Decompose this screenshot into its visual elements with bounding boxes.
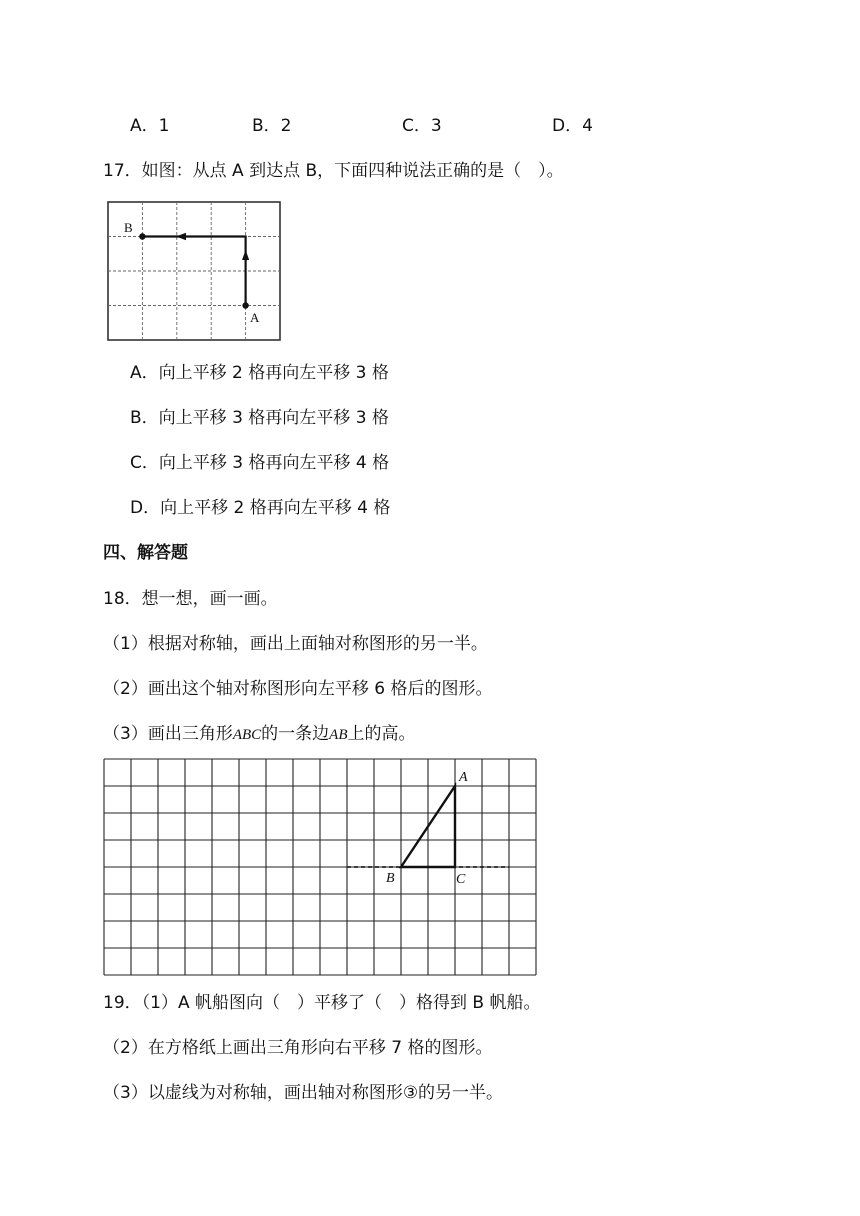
- q18-part3-ab: AB: [329, 727, 348, 743]
- q16-option-d: D．4: [552, 116, 593, 136]
- q18-part3-abc: ABC: [232, 727, 262, 743]
- q17-label-b: B: [124, 220, 133, 235]
- q17-option-d: D．向上平移 2 格再向左平移 4 格: [130, 498, 391, 518]
- q18-label-c: C: [456, 872, 466, 887]
- q18-part1: （1）根据对称轴，画出上面轴对称图形的另一半。: [103, 634, 488, 654]
- q16-option-c: C．3: [402, 116, 442, 136]
- q18-part2: （2）画出这个轴对称图形向左平移 6 格后的图形。: [103, 679, 493, 699]
- q17-point-b: [139, 233, 145, 239]
- left-arrow-icon: [176, 233, 186, 240]
- q18-part3-prefix: （3）画出三角形: [103, 724, 233, 744]
- q17-stem: 17．如图：从点 A 到达点 B，下面四种说法正确的是（ ）。: [103, 161, 564, 181]
- q16-option-a: A．1: [130, 116, 170, 136]
- q17-point-a: [242, 302, 248, 308]
- q17-option-b: B．向上平移 3 格再向左平移 3 格: [130, 408, 389, 428]
- q17-option-a: A．向上平移 2 格再向左平移 3 格: [130, 363, 389, 383]
- up-arrow-icon: [242, 250, 249, 260]
- q19-part1: 19．（1）A 帆船图向（ ）平移了（ ）格得到 B 帆船。: [103, 993, 541, 1013]
- q18-label-b: B: [386, 871, 395, 886]
- q17-label-a: A: [250, 310, 260, 325]
- q18-part3-mid: 的一条边: [261, 724, 330, 744]
- q18-grid-lines: [104, 759, 536, 975]
- q17-grid-figure: [100, 196, 290, 346]
- q18-label-a: A: [459, 770, 468, 785]
- q18-part3-suffix: 上的高。: [347, 724, 416, 744]
- q18-grid-figure: [100, 756, 542, 980]
- q18-stem: 18．想一想，画一画。: [103, 589, 278, 609]
- q19-part2: （2）在方格纸上画出三角形向右平移 7 格的图形。: [103, 1038, 493, 1058]
- q18-part3: [103, 723, 416, 746]
- q16-option-b: B．2: [252, 116, 292, 136]
- q19-part3: （3）以虚线为对称轴，画出轴对称图形③的另一半。: [103, 1083, 504, 1103]
- q17-option-c: C．向上平移 3 格再向左平移 4 格: [130, 453, 390, 473]
- section-title: 四、解答题: [103, 543, 188, 563]
